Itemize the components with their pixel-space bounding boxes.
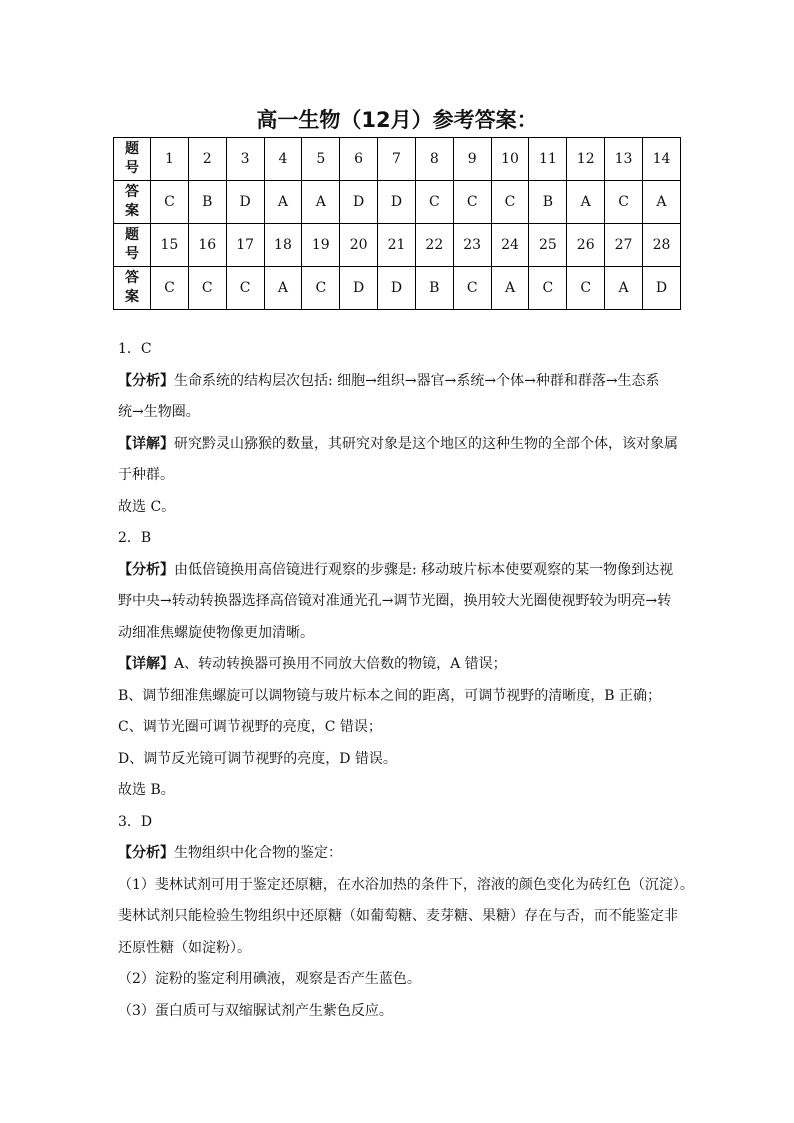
text-line xyxy=(118,838,708,870)
line-text: D、调节反光镜可调节视野的亮度，D 错误。 xyxy=(118,750,397,767)
text-line xyxy=(118,586,708,618)
row-header-char: 题 xyxy=(125,141,139,157)
section-tag: 【分析】 xyxy=(118,561,174,578)
text-line xyxy=(118,492,708,524)
text-line xyxy=(118,397,708,429)
answer-cell: D xyxy=(642,267,680,310)
text-line xyxy=(118,681,708,713)
line-text: 1．C xyxy=(118,341,152,357)
answer-table-row xyxy=(114,138,681,181)
line-text: 统→生物圈。 xyxy=(118,404,200,420)
answer-cell: 2 xyxy=(188,138,226,181)
section-tag: 【分析】 xyxy=(118,372,174,389)
row-header-char: 号 xyxy=(125,160,139,176)
answer-cell: 20 xyxy=(340,224,378,267)
answer-cell: 27 xyxy=(605,224,643,267)
line-text: 于种群。 xyxy=(118,467,174,483)
text-line xyxy=(118,712,708,744)
line-text: 斐林试剂只能检验生物组织中还原糖（如葡萄糖、麦芽糖、果糖）存在与否，而不能鉴定非 xyxy=(118,908,678,924)
text-line xyxy=(118,429,708,461)
text-line xyxy=(118,649,708,681)
answer-cell: 4 xyxy=(264,138,302,181)
answer-cell: 19 xyxy=(302,224,340,267)
line-text: （2）淀粉的鉴定利用碘液，观察是否产生蓝色。 xyxy=(118,971,421,987)
explanation-body xyxy=(118,334,708,1027)
answer-cell: A xyxy=(264,267,302,310)
answer-cell: 10 xyxy=(491,138,529,181)
answer-cell: C xyxy=(453,181,491,224)
page-title: 高一生物（12月）参考答案： xyxy=(256,108,538,132)
row-header-char: 题 xyxy=(125,227,139,243)
answer-cell: A xyxy=(567,181,605,224)
line-text: 3．D xyxy=(118,813,153,830)
line-text: 野中央→转动转换器选择高倍镜对准通光孔→调节光圈，换用较大光圈使视野较为明亮→转 xyxy=(118,593,672,609)
answer-cell: 1 xyxy=(151,138,189,181)
answer-cell: C xyxy=(151,267,189,310)
answer-cell: C xyxy=(491,181,529,224)
answer-cell: C xyxy=(453,267,491,310)
text-line xyxy=(118,996,708,1028)
answer-cell: 22 xyxy=(415,224,453,267)
section-tag: 【详解】 xyxy=(118,435,174,452)
answer-cell: 9 xyxy=(453,138,491,181)
answer-cell: C xyxy=(415,181,453,224)
answer-cell: 25 xyxy=(529,224,567,267)
answer-cell: 12 xyxy=(567,138,605,181)
section-tag: 【分析】 xyxy=(118,845,174,861)
line-text: 由低倍镜换用高倍镜进行观察的步骤是: 移动玻片标本使要观察的某一物像到达视 xyxy=(174,561,674,578)
line-text: （3）蛋白质可与双缩脲试剂产生紫色反应。 xyxy=(118,1002,393,1019)
answer-cell: 3 xyxy=(226,138,264,181)
line-text: A、转动转换器可换用不同放大倍数的物镜，A 错误； xyxy=(174,656,507,672)
answer-cell: 6 xyxy=(340,138,378,181)
text-line xyxy=(118,933,708,965)
answer-cell: 23 xyxy=(453,224,491,267)
row-header xyxy=(114,138,151,181)
answer-cell: D xyxy=(340,181,378,224)
answer-cell: C xyxy=(188,267,226,310)
line-text: 还原性糖（如淀粉）。 xyxy=(118,939,251,956)
row-header-char: 案 xyxy=(125,289,139,305)
answer-cell: 15 xyxy=(151,224,189,267)
answer-cell: 17 xyxy=(226,224,264,267)
answer-cell: A xyxy=(264,181,302,224)
answer-cell: A xyxy=(605,267,643,310)
line-text: 研究黔灵山猕猴的数量，其研究对象是这个地区的这种生物的全部个体，该对象属 xyxy=(174,435,678,452)
text-line xyxy=(118,775,708,807)
answer-cell: C xyxy=(567,267,605,310)
section-tag: 【详解】 xyxy=(118,656,174,672)
answer-cell: D xyxy=(340,267,378,310)
row-header xyxy=(114,267,151,310)
row-header xyxy=(114,181,151,224)
answer-cell: D xyxy=(378,181,416,224)
answer-cell: C xyxy=(302,267,340,310)
answer-cell: 14 xyxy=(642,138,680,181)
answer-cell: 18 xyxy=(264,224,302,267)
row-header-char: 答 xyxy=(125,184,139,200)
text-line xyxy=(118,744,708,776)
text-line xyxy=(118,964,708,996)
line-text: 生物组织中化合物的鉴定： xyxy=(174,845,342,861)
answer-cell: C xyxy=(226,267,264,310)
answer-cell: B xyxy=(415,267,453,310)
answer-cell: 11 xyxy=(529,138,567,181)
line-text: B、调节细准焦螺旋可以调物镜与玻片标本之间的距离，可调节视野的清晰度，B 正确； xyxy=(118,687,662,704)
text-line xyxy=(118,523,708,555)
row-header-char: 案 xyxy=(125,203,139,219)
answer-cell: D xyxy=(378,267,416,310)
text-line xyxy=(118,460,708,492)
answer-table xyxy=(113,137,681,310)
answer-cell: C xyxy=(151,181,189,224)
answer-cell: 7 xyxy=(378,138,416,181)
text-line xyxy=(118,366,708,398)
answer-cell: D xyxy=(226,181,264,224)
row-header-char: 答 xyxy=(125,270,139,286)
answer-cell: C xyxy=(605,181,643,224)
answer-cell: A xyxy=(491,267,529,310)
answer-cell: B xyxy=(188,181,226,224)
answer-cell: 5 xyxy=(302,138,340,181)
answer-cell: B xyxy=(529,181,567,224)
text-line xyxy=(118,334,708,366)
line-text: 动细准焦螺旋使物像更加清晰。 xyxy=(118,624,314,641)
answer-cell: 24 xyxy=(491,224,529,267)
line-text: 故选 C。 xyxy=(118,498,176,515)
line-text: 2．B xyxy=(118,530,152,546)
answer-cell: 28 xyxy=(642,224,680,267)
answer-cell: 16 xyxy=(188,224,226,267)
answer-cell: 26 xyxy=(567,224,605,267)
answer-cell: A xyxy=(302,181,340,224)
text-line xyxy=(118,901,708,933)
answer-table-row xyxy=(114,181,681,224)
answer-cell: 21 xyxy=(378,224,416,267)
text-line xyxy=(118,807,708,839)
answer-cell: C xyxy=(529,267,567,310)
line-text: C、调节光圈可调节视野的亮度，C 错误； xyxy=(118,719,382,735)
answer-table-row xyxy=(114,224,681,267)
text-line xyxy=(118,618,708,650)
answer-cell: 13 xyxy=(605,138,643,181)
answer-cell: 8 xyxy=(415,138,453,181)
answer-table-row xyxy=(114,267,681,310)
answer-cell: A xyxy=(642,181,680,224)
line-text: （1）斐林试剂可用于鉴定还原糖，在水浴加热的条件下，溶液的颜色变化为砖红色（沉淀）。 xyxy=(118,876,694,893)
line-text: 故选 B。 xyxy=(118,782,175,798)
text-line xyxy=(118,555,708,587)
row-header-char: 号 xyxy=(125,246,139,262)
text-line xyxy=(118,870,708,902)
line-text: 生命系统的结构层次包括: 细胞→组织→器官→系统→个体→种群和群落→生态系 xyxy=(174,372,660,389)
row-header xyxy=(114,224,151,267)
